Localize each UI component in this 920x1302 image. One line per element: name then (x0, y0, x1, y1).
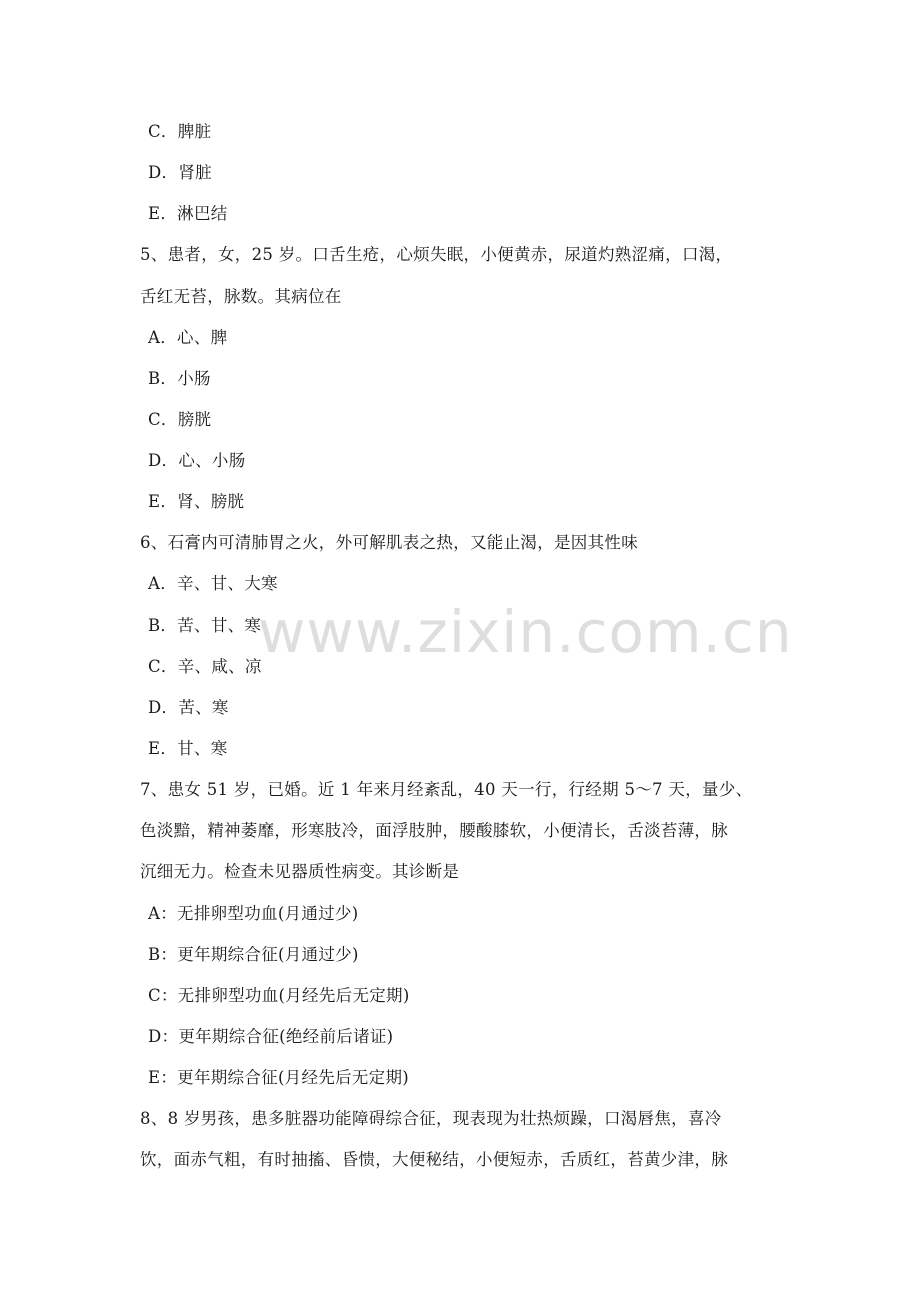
option-line: A：无排卵型功血(月通过少) (148, 904, 359, 923)
option-line: B．小肠 (148, 369, 211, 388)
option-line: E．甘、寒 (148, 739, 228, 758)
option-line: C．脾脏 (148, 122, 212, 141)
question-line: 沉细无力。检查未见器质性病变。其诊断是 (140, 862, 460, 881)
question-line: 7、患女 51 岁，已婚。近 1 年来月经紊乱，40 天一行，行经期 5～7 天，量少、 (140, 780, 753, 799)
option-line: C．膀胱 (148, 410, 212, 429)
option-line: A．心、脾 (148, 328, 228, 347)
question-line: 饮，面赤气粗，有时抽搐、昏愦，大便秘结，小便短赤，舌质红，苔黄少津，脉 (140, 1150, 728, 1169)
option-line: B．苦、甘、寒 (148, 616, 262, 635)
watermark: www.zixin.com.cn (258, 598, 793, 666)
option-line: D．苦、寒 (148, 698, 229, 717)
option-line: D．心、小肠 (148, 451, 246, 470)
question-line: 舌红无苔，脉数。其病位在 (140, 287, 342, 306)
question-line: 5、患者，女，25 岁。口舌生疮，心烦失眠，小便黄赤，尿道灼熟涩痛，口渴， (140, 245, 733, 264)
option-line: E．淋巴结 (148, 204, 228, 223)
option-line: E：更年期综合征(月经先后无定期) (148, 1068, 410, 1087)
option-line: C：无排卵型功血(月经先后无定期) (148, 986, 410, 1005)
question-line: 6、石膏内可清肺胃之火，外可解肌表之热，又能止渴，是因其性味 (140, 533, 638, 552)
question-line: 8、8 岁男孩，患多脏器功能障碍综合征，现表现为壮热烦躁，口渴唇焦，喜冷 (140, 1109, 722, 1128)
option-line: C．辛、咸、凉 (148, 657, 262, 676)
question-line: 色淡黯，精神萎靡，形寒肢冷，面浮肢肿，腰酸膝软，小便清长，舌淡苔薄，脉 (140, 821, 728, 840)
option-line: D：更年期综合征(绝经前后诸证) (148, 1027, 394, 1046)
option-line: D．肾脏 (148, 163, 212, 182)
option-line: E．肾、膀胱 (148, 492, 245, 511)
option-line: A．辛、甘、大寒 (148, 574, 278, 593)
option-line: B：更年期综合征(月通过少) (148, 945, 359, 964)
